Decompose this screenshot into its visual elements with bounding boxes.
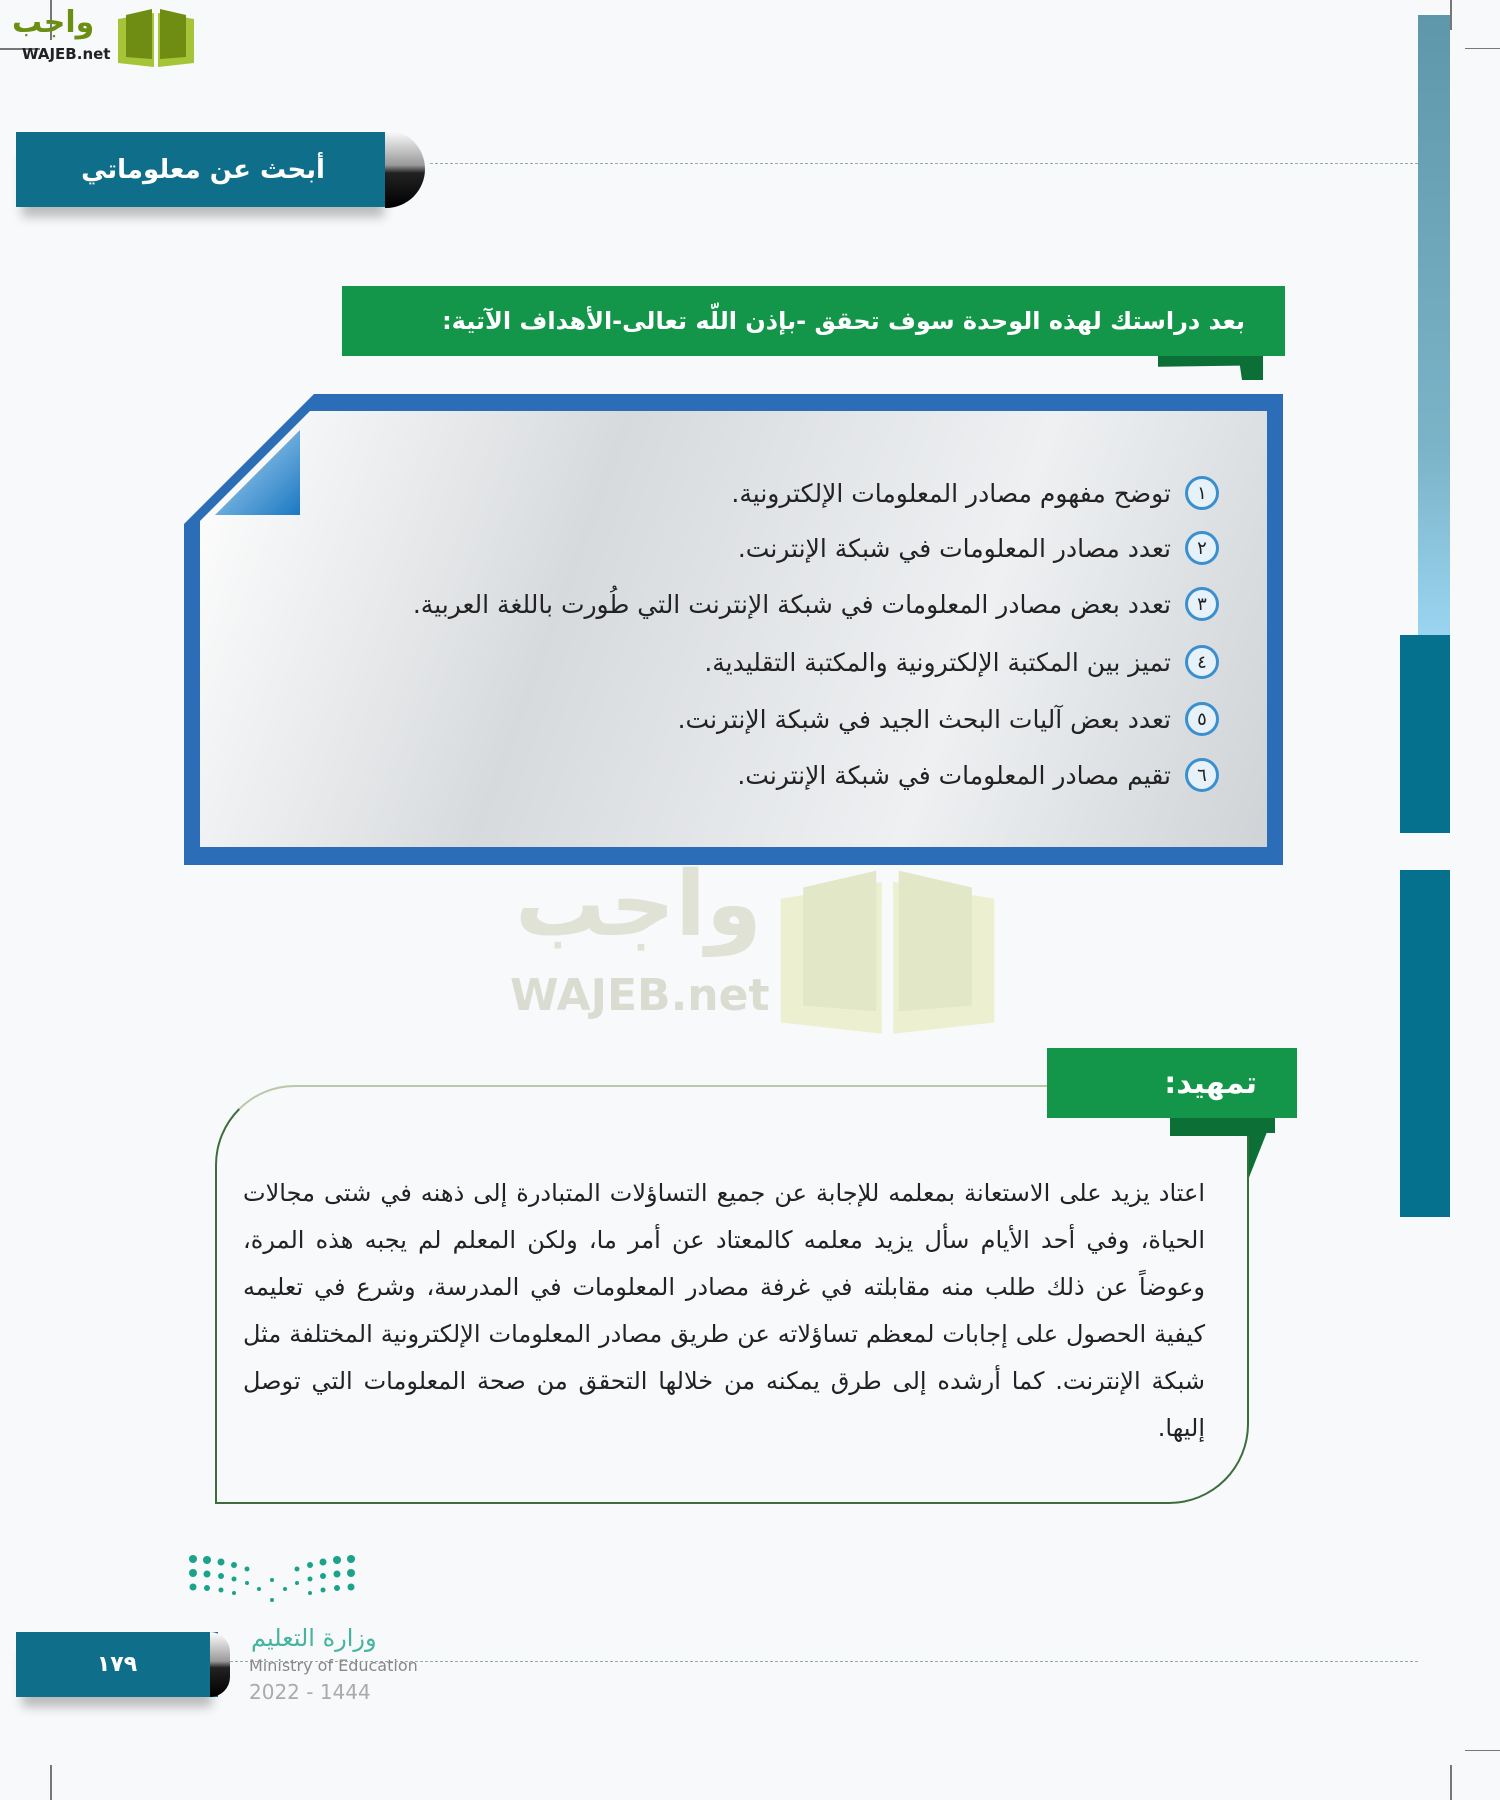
crop-mark [1465, 1750, 1500, 1751]
ministry-english: Ministry of Education [249, 1656, 418, 1675]
intro-heading [1047, 1048, 1297, 1118]
crop-mark [1450, 1765, 1452, 1800]
ministry-arabic: وزارة التعليم [251, 1624, 377, 1652]
goal-text: تميز بين المكتبة الإلكترونية والمكتبة التقليدية. [704, 647, 1171, 677]
goal-text: تعدد بعض مصادر المعلومات في شبكة الإنترنت التي طُورت باللغة العربية. [412, 589, 1171, 619]
watermark-arabic: واجب [515, 852, 762, 957]
goal-item [738, 531, 1219, 565]
side-block [1400, 870, 1450, 1217]
goal-number: ٤ [1185, 645, 1219, 679]
goal-number: ١ [1185, 476, 1219, 510]
goal-item [413, 587, 1219, 621]
intro-paragraph: اعتاد يزيد على الاستعانة بمعلمه للإجابة عن جميع التساؤلات المتبادرة إلى ذهنه في شتى مجالات الحياة، وفي أحد الأيام سأل يزيد معلمه كالمعتاد عن أمر ما، ولكن المعلم لم يجبه هذه المرة، وعوضاً عن ذلك طلب منه مقابلته في غرفة مصادر المعلومات في المدرسة، وشرع في تعليمه كيفية الحصول على إجابات لمعظم تساؤلاته عن طريق مصادر المعلومات الإلكترونية المختلفة مثل شبكة الإنترنت. كما أرشده إلى طرق يمكنه من خلالها التحقق من صحة المعلومات التي توصل إليها. [243, 1179, 1205, 1442]
goal-item [731, 476, 1219, 510]
goal-number: ٢ [1185, 531, 1219, 565]
crop-mark [50, 1765, 52, 1800]
section-title: أبحث عن معلوماتي [16, 132, 390, 207]
goal-number: ٥ [1185, 702, 1219, 736]
goal-text: توضح مفهوم مصادر المعلومات الإلكترونية. [731, 478, 1171, 508]
crop-mark [1450, 0, 1452, 30]
page-curl [215, 430, 300, 515]
intro-heading-text: تمهيد: [1164, 1065, 1257, 1101]
ribbon-tail [1158, 356, 1263, 380]
side-stripe [1418, 15, 1450, 635]
ministry-year: 2022 - 1444 [249, 1680, 371, 1704]
goal-item [678, 702, 1219, 736]
page-number: ١٧٩ [16, 1632, 218, 1697]
goal-number: ٣ [1185, 587, 1219, 621]
goal-text: تعدد بعض آليات البحث الجيد في شبكة الإنترنت. [677, 704, 1171, 734]
goal-text: تقيم مصادر المعلومات في شبكة الإنترنت. [737, 760, 1171, 790]
goal-number: ٦ [1185, 758, 1219, 792]
page-number-cap [210, 1632, 230, 1697]
watermark [505, 852, 995, 1050]
goal-text: تعدد مصادر المعلومات في شبكة الإنترنت. [737, 533, 1171, 563]
goals-heading [342, 286, 1285, 356]
goal-item [704, 645, 1219, 679]
ministry-logo [245, 1550, 525, 1710]
side-block [1400, 635, 1450, 833]
logo-latin: WAJEB.net [22, 45, 111, 63]
book-icon [116, 9, 196, 69]
title-cap [385, 130, 425, 208]
crop-mark [1465, 48, 1500, 49]
goals-heading-text: بعد دراستك لهذه الوحدة سوف تحقق -بإذن اللّه تعالى-الأهداف الآتية: [442, 307, 1245, 335]
logo-arabic: واجب [12, 5, 95, 40]
goal-item [737, 758, 1219, 792]
watermark-book-icon [775, 870, 1000, 1040]
wajeb-logo[interactable] [10, 5, 190, 70]
divider [430, 163, 1418, 164]
watermark-latin: WAJEB.net [510, 970, 770, 1021]
